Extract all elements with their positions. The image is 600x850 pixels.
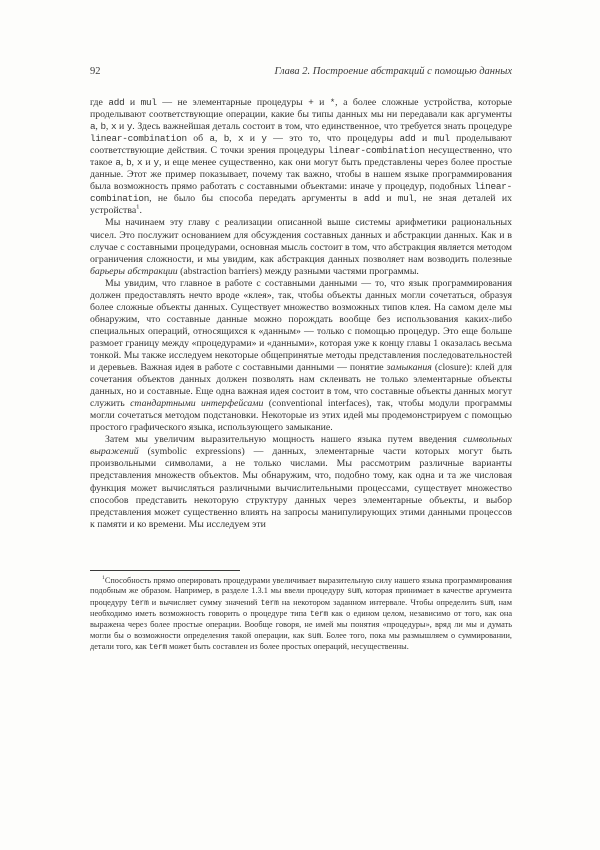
paragraph-3: Мы увидим, что главное в работе с составными данными — то, что язык программирования должен предоставлять нечто вроде «клея», так, чтобы объекты данных могли сочетаться, образуя более сложные объекты данных. Существует множество возможных типов клея. На самом деле мы обнаружим, что составные данные можно порождать вообще без использования каких-либо специальных операций, относящихся к «данным» — только с помощью процедур. Это еще больше размоет границу между «процедурами» и «данными», которая уже к концу главы 1 оказалась весьма тонкой. Мы также исследуем некоторые общепринятые методы представления последовательностей и деревьев. Важная идея в работе с составными данными — понятие замыкания (closure): клей для сочетания объектов данных должен позволять нам склеивать не только элементарные объекты данных, но и составные. Еще одна важная идея состоит в том, что составные объекты данных могут служить стандартными интерфейсами (conventional interfaces), так, чтобы модули программы могли сочетаться методом подстановки. Некоторые из этих идей мы продемонстрируем с помощью простого графического языка, использующего замыкание. [90, 277, 512, 434]
body-text [90, 97, 512, 571]
footnote [90, 570, 512, 653]
page-number: 92 [90, 66, 101, 77]
paragraph-2: Мы начинаем эту главу с реализации описанной выше системы арифметики рациональных чисел. Это послужит основанием для обсуждения составных данных и абстракции данных. Как и в случае с составными процедурами, основная мысль состоит в том, что абстракция является методом ограничения сложности, и мы увидим, как абстракция данных позволяет нам возводить полезные барьеры абстракции (abstraction barriers) между разными частями программы. [90, 217, 512, 277]
text-block [90, 66, 512, 571]
paragraph-1: где add и mul — не элементарные процедуры + и *, а более сложные устройства, которые проделывают соответствующие операции, какие бы типы данных мы ни передавали как аргументы a, b, x и y. Здесь важнейшая деталь состоит в том, что единственное, что требуется знать процедуре linear-combination об a, b, x и y — это то, что процедуры add и mul проделывают соответствующие действия. С точки зрения процедуры linear-combination несущественно, что такое a, b, x и y, и еще менее существенно, как они могут быть представлены через более простые данные. Этот же пример показывает, почему так важно, чтобы в нашем языке программирования была возможность прямо работать с составными объектами: иначе у процедур, подобных linear-combination, не было бы способа передать аргументы в add и mul, не зная деталей их устройства$^1$. [90, 97, 512, 217]
chapter-title: Глава 2. Построение абстракций с помощью данных [274, 66, 512, 77]
footnote-text: $^1$Способность прямо оперировать процедурами увеличивает выразительную силу нашего языка программирования подобным же образом. Например, в разделе 1.3.1 мы ввели процедуру sum, которая принимает в качестве аргумента процедуру term и вычисляет сумму значений term на некотором заданном интервале. Чтобы определить sum, нам необходимо иметь возможность говорить о процедуре типа term как о едином целом, независимо от того, как она выражена через более простые операции. Вообще говоря, не имей мы понятия «процедуры», вряд ли мы и думать могли бы о возможности определения такой операции, как sum. Более того, пока мы размышляем о суммировании, детали того, как term может быть составлен из более простых операций, несущественны. [90, 575, 513, 653]
paragraph-4: Затем мы увеличим выразительную мощность нашего языка путем введения символьных выражений (symbolic expressions) — данных, элементарные части которых могут быть произвольными символами, а не только числами. Мы рассмотрим различные варианты представления множеств объектов. Мы обнаружим, что, подобно тому, как одна и та же числовая функция может вычисляться различными вычислительными процессами, существует множество способов представить некоторую структуру данных через элементарные объекты, и выбор представления может существенно влиять на запросы манипулирующих этими данными процессов к памяти и ко времени. Мы исследуем эти [90, 434, 512, 530]
footnote-rule [90, 570, 240, 571]
running-header [90, 66, 512, 78]
